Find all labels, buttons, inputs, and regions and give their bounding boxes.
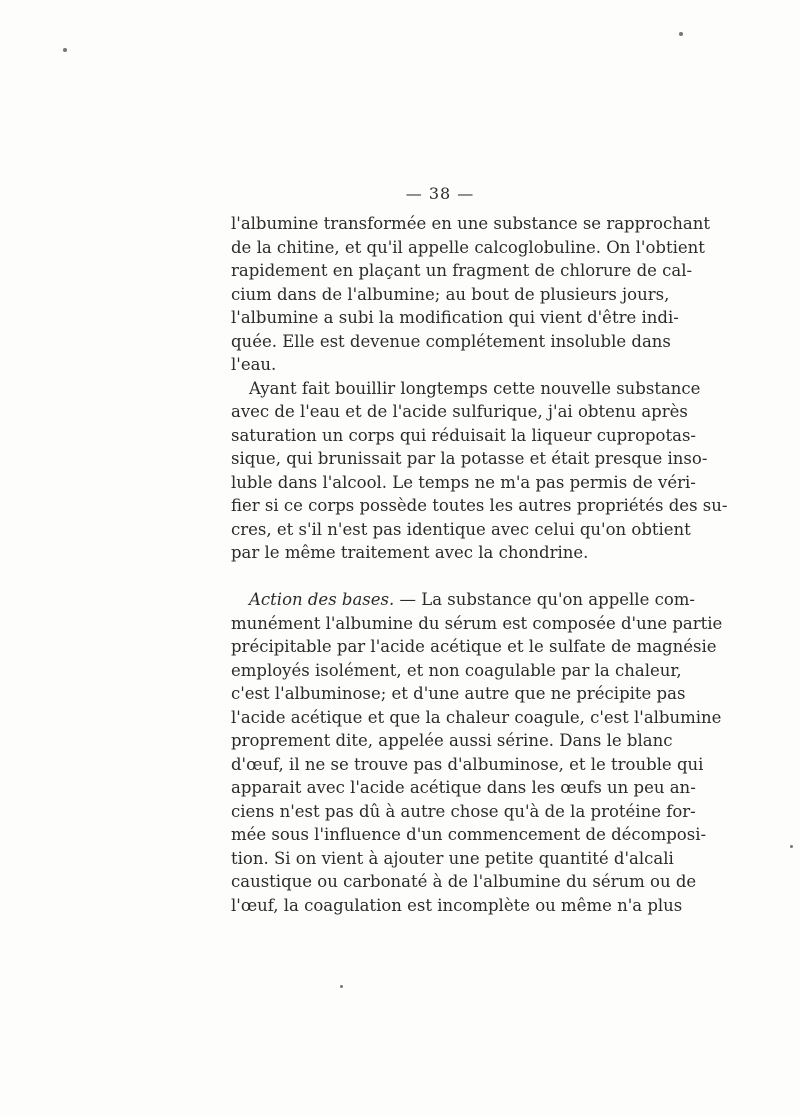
text-line: employés isolément, et non coagulable par la chaleur, [231,660,682,680]
text-line [231,588,695,612]
scan-speck [679,32,683,36]
body-text [231,212,728,917]
text-line: quée. Elle est devenue complétement insoluble dans [231,331,671,351]
section-heading: Action des bases. [249,590,395,609]
text-line: précipitable par l'acide acétique et le sulfate de magnésie [231,637,717,656]
text-line: tion. Si on vient à ajouter une petite quantité d'alcali [231,848,674,868]
paragraph-gap [231,565,640,589]
scan-speck [790,845,793,848]
text-line: fier si ce corps possède toutes les autres propriétés des su- [231,496,728,515]
text-line: caustique ou carbonaté à de l'albumine du sérum ou de [231,872,697,891]
scan-speck [63,48,67,52]
text-line: l'eau. [231,355,277,374]
text-line: d'œuf, il ne se trouve pas d'albuminose, et le trouble qui [231,754,704,774]
text-line: l'albumine a subi la modification qui vient d'être indi- [231,308,679,327]
text-fragment: — La substance qu'on appelle com- [394,590,695,609]
text-line: Ayant fait bouillir longtemps cette nouvelle substance [249,378,701,398]
scan-speck [340,985,343,988]
text-line: luble dans l'alcool. Le temps ne m'a pas permis de véri- [231,472,696,492]
text-line: apparait avec l'acide acétique dans les œufs un peu an- [231,778,696,797]
text-line: c'est l'albuminose; et d'une autre que ne précipite pas [231,684,686,703]
text-line: par le même traitement avec la chondrine. [231,543,589,562]
text-line: de la chitine, et qu'il appelle calcoglobuline. On l'obtient [231,237,705,257]
text-line: ciens n'est pas dû à autre chose qu'à de la protéine for- [231,801,696,821]
text-line: avec de l'eau et de l'acide sulfurique, j'ai obtenu après [231,402,688,421]
text-line: saturation un corps qui réduisait la liqueur cupropotas- [231,425,697,445]
text-line: l'œuf, la coagulation est incomplète ou même n'a plus [231,895,683,915]
text-line: cres, et s'il n'est pas identique avec celui qu'on obtient [231,519,691,539]
text-line: l'albumine transformée en une substance se rapprochant [231,214,710,233]
text-line: mée sous l'influence d'un commencement de décomposi- [231,825,707,844]
text-line: sique, qui brunissait par la potasse et était presque inso- [231,449,708,468]
text-line: cium dans de l'albumine; au bout de plusieurs jours, [231,284,670,304]
text-line: proprement dite, appelée aussi sérine. Dans le blanc [231,731,673,750]
page-number: — 38 — [405,184,475,203]
text-line: munément l'albumine du sérum est composée d'une partie [231,613,723,633]
text-line: l'acide acétique et que la chaleur coagule, c'est l'albumine [231,707,722,727]
text-line: rapidement en plaçant un fragment de chlorure de cal- [231,261,693,280]
